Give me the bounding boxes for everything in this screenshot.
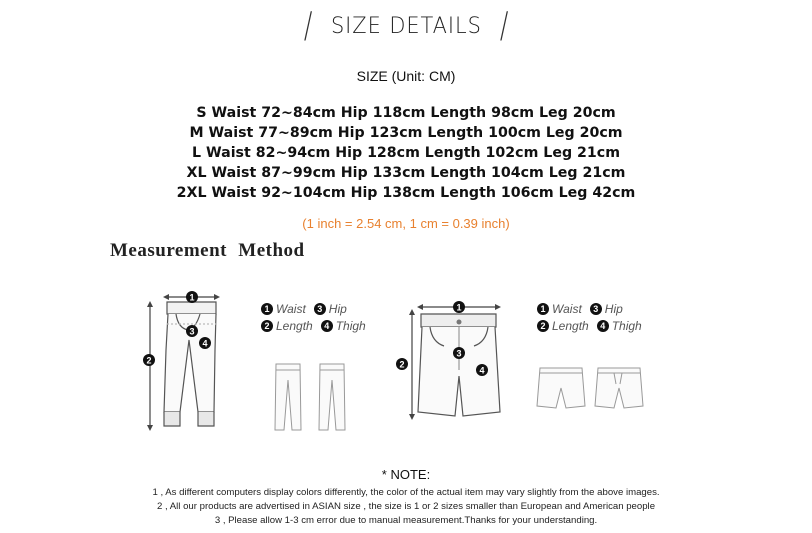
legend-length: Length [276, 318, 313, 333]
size-row-xl: XL Waist 87~99cm Hip 133cm Length 104cm Leg 21cm [186, 165, 626, 181]
pants-legend [261, 300, 366, 334]
legend-thigh: Thigh [611, 318, 642, 333]
long-pants-small-views [275, 364, 345, 430]
size-row-s: S Waist 72~84cm Hip 118cm Length 98cm Leg 20cm [196, 105, 616, 121]
note-line-1: 1 , As different computers display colors differently, the color of the actual item may vary slightly from the above images. [152, 487, 660, 498]
size-row-2xl: 2XL Waist 92~104cm Hip 138cm Length 106cm Leg 42cm [176, 185, 636, 201]
size-details-header [0, 6, 812, 46]
header-title: SIZE DETAILS [330, 13, 482, 39]
legend-number-2: 2 [261, 320, 273, 332]
header-right-slash: / [499, 5, 509, 46]
legend-length: Length [552, 318, 589, 333]
shorts-small-views [537, 368, 643, 408]
measurement-method-title: Measurement Method [110, 240, 305, 261]
note-title: * NOTE: [381, 467, 431, 482]
marker-4: 4 [202, 338, 208, 349]
legend-number-1: 1 [537, 303, 549, 315]
legend-number-1: 1 [261, 303, 273, 315]
long-pants-figure [150, 297, 217, 428]
legend-number-4: 4 [321, 320, 333, 332]
legend-hip: Hip [328, 301, 347, 316]
legend-waist: Waist [276, 301, 306, 316]
size-row-l: L Waist 82~94cm Hip 128cm Length 102cm Leg 21cm [192, 145, 620, 161]
legend-hip: Hip [604, 301, 623, 316]
legend-thigh: Thigh [335, 318, 366, 333]
marker-3: 3 [456, 348, 462, 359]
legend-number-2: 2 [537, 320, 549, 332]
shorts-legend [537, 300, 642, 334]
note-line-2: 2 , All our products are advertised in ASIAN size , the size is 1 or 2 sizes smaller than European and American people [156, 501, 656, 512]
marker-3: 3 [189, 326, 195, 337]
marker-4: 4 [479, 365, 485, 376]
legend-waist: Waist [552, 301, 582, 316]
unit-label: SIZE (Unit: CM) [356, 68, 456, 84]
unit-conversion-note: (1 inch = 2.54 cm, 1 cm = 0.39 inch) [302, 216, 510, 231]
marker-2: 2 [146, 355, 152, 366]
shorts-figure [412, 307, 500, 417]
legend-number-3: 3 [314, 303, 326, 315]
marker-1: 1 [189, 292, 195, 303]
header-left-slash: / [303, 5, 313, 46]
marker-2: 2 [399, 359, 405, 370]
measurement-illustrations [0, 280, 812, 450]
marker-1: 1 [456, 302, 462, 313]
note-line-3: 3 , Please allow 1-3 cm error due to manual measurement.Thanks for your understanding. [214, 515, 598, 526]
legend-number-3: 3 [590, 303, 602, 315]
legend-number-4: 4 [597, 320, 609, 332]
size-row-m: M Waist 77~89cm Hip 123cm Length 100cm Leg 20cm [189, 125, 623, 141]
